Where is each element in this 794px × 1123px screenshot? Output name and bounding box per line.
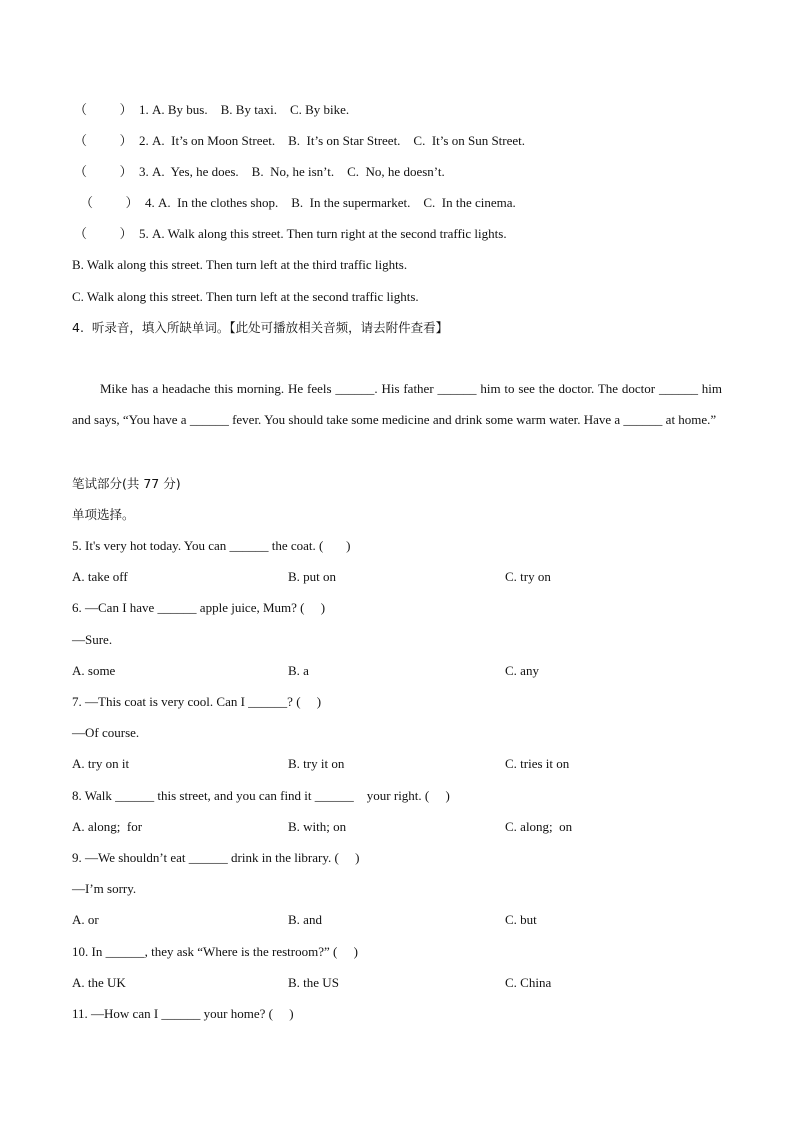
answer-option[interactable]: B. and: [288, 912, 322, 927]
listening-item: （ ） 3. A. Yes, he does. B. No, he isn’t. C. No, he doesn’t.: [74, 164, 445, 179]
single-choice-title: 单项选择。: [72, 507, 135, 522]
answer-option[interactable]: B. with; on: [288, 819, 347, 834]
question-stem: 11. —How can I ______ your home? ( ): [72, 1006, 294, 1021]
answer-option[interactable]: C. try on: [505, 569, 551, 584]
answer-option[interactable]: C. any: [505, 663, 539, 678]
question-stem: 10. In ______, they ask “Where is the restroom?” ( ): [72, 944, 358, 959]
question-reply: —I’m sorry.: [72, 881, 137, 896]
paragraph-text: Mike has a headache this morning. He feels ______. His father ______ him to see the doctor. The doctor ______ him and says, “You have a ______ fever. You should take some medicine and drink some warm water. Have a ______ at home.”: [72, 381, 722, 427]
answer-option[interactable]: C. along; on: [505, 819, 573, 834]
listening-item: （ ） 2. A. It’s on Moon Street. B. It’s on Star Street. C. It’s on Sun Street.: [74, 133, 526, 148]
answer-option[interactable]: A. try on it: [72, 756, 130, 771]
answer-option[interactable]: C. but: [505, 912, 537, 927]
answer-option[interactable]: B. a: [288, 663, 309, 678]
listening-item: B. Walk along this street. Then turn left at the third traffic lights.: [72, 257, 408, 272]
listening-item: （ ） 4. A. In the clothes shop. B. In the supermarket. C. In the cinema.: [80, 195, 516, 210]
question-stem: 5. It's very hot today. You can ______ the coat. ( ): [72, 538, 351, 553]
listening-item: （ ） 5. A. Walk along this street. Then turn right at the second traffic lights.: [74, 226, 507, 241]
question-reply: —Of course.: [72, 725, 140, 740]
section-4-heading: 4. 听录音，填入所缺单词。【此处可播放相关音频，请去附件查看】: [72, 320, 449, 335]
answer-option[interactable]: A. take off: [72, 569, 128, 584]
question-stem: 9. —We shouldn’t eat ______ drink in the library. ( ): [72, 850, 360, 865]
answer-option[interactable]: B. try it on: [288, 756, 345, 771]
answer-option[interactable]: A. the UK: [72, 975, 126, 990]
answer-option[interactable]: A. or: [72, 912, 99, 927]
listening-item: C. Walk along this street. Then turn left at the second traffic lights.: [72, 289, 419, 304]
answer-option[interactable]: A. some: [72, 663, 116, 678]
fill-in-paragraph: [72, 373, 722, 435]
answer-option[interactable]: A. along; for: [72, 819, 143, 834]
question-stem: 8. Walk ______ this street, and you can find it ______ your right. ( ): [72, 788, 450, 803]
answer-option[interactable]: C. tries it on: [505, 756, 570, 771]
question-stem: 7. —This coat is very cool. Can I ______? ( ): [72, 694, 322, 709]
listening-item: （ ） 1. A. By bus. B. By taxi. C. By bike.: [74, 102, 350, 117]
answer-option[interactable]: B. put on: [288, 569, 337, 584]
answer-option[interactable]: B. the US: [288, 975, 339, 990]
answer-option[interactable]: C. China: [505, 975, 552, 990]
written-section-title: 笔试部分(共 77 分): [72, 476, 181, 491]
question-reply: —Sure.: [72, 632, 113, 647]
question-stem: 6. —Can I have ______ apple juice, Mum? ( ): [72, 600, 326, 615]
